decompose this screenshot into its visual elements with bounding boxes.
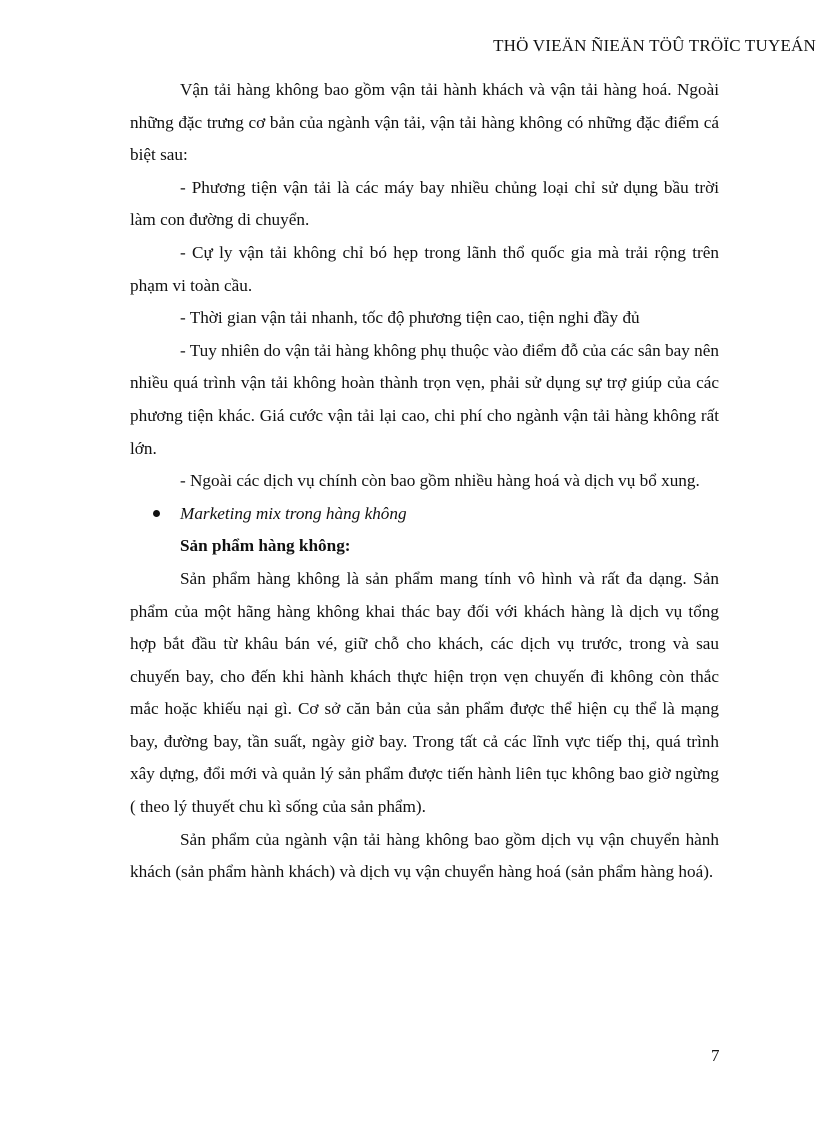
section-subheading: Sản phẩm hàng không: xyxy=(180,536,351,556)
point-paragraph: - Cự ly vận tải không chỉ bó hẹp trong lãnh thổ quốc gia mà trải rộng trên phạm vi toàn cầu. xyxy=(130,242,719,295)
bullet-item xyxy=(130,498,719,531)
intro-paragraph: Vận tải hàng không bao gồm vận tải hành khách và vận tải hàng hoá. Ngoài những đặc trưng cơ bản của ngành vận tải, vận tải hàng không có những đặc điểm cá biệt sau: xyxy=(130,80,719,165)
page-header: THÖ VIEÄN ÑIEÄN TÖÛ TRÖÏC TUYEÁN xyxy=(493,36,816,55)
bullet-icon xyxy=(153,510,160,517)
point-paragraph: - Phương tiện vận tải là các máy bay nhiều chủng loại chỉ sử dụng bầu trời làm con đường di chuyển. xyxy=(130,177,719,230)
point-paragraph: - Thời gian vận tải nhanh, tốc độ phương tiện cao, tiện nghi đầy đủ xyxy=(180,308,640,328)
body-paragraph: Sản phẩm hàng không là sản phẩm mang tính vô hình và rất đa dạng. Sản phẩm của một hãng hàng không khai thác bay đối với khách hàng là dịch vụ tổng hợp bắt đầu từ khâu bán vé, giữ chỗ cho khách, các dịch vụ trước, trong và sau chuyến bay, cho đến khi hành khách thực hiện trọn vẹn chuyến đi không còn thắc mắc hoặc khiếu nại gì. Cơ sở căn bản của sản phẩm được thể hiện cụ thể là mạng bay, đường bay, tần suất, ngày giờ bay. Trong tất cả các lĩnh vực tiếp thị, quá trình xây dựng, đổi mới và quản lý sản phẩm được tiến hành liên tục không bao giờ ngừng ( theo lý thuyết chu kì sống của sản phẩm). xyxy=(130,568,719,817)
page-body xyxy=(130,74,719,889)
page-number: 7 xyxy=(711,1046,720,1065)
body-paragraph: Sản phẩm của ngành vận tải hàng không bao gồm dịch vụ vận chuyển hành khách (sản phẩm hành khách) và dịch vụ vận chuyển hàng hoá (sản phẩm hàng hoá). xyxy=(130,829,719,882)
point-paragraph: - Tuy nhiên do vận tải hàng không phụ thuộc vào điểm đỗ của các sân bay nên nhiều quá trình vận tải không hoàn thành trọn vẹn, phải sử dụng sự trợ giúp của các phương tiện khác. Giá cước vận tải lại cao, chi phí cho ngành vận tải hàng không rất lớn. xyxy=(130,340,719,458)
bullet-heading: Marketing mix trong hàng không xyxy=(180,503,407,523)
point-paragraph: - Ngoài các dịch vụ chính còn bao gồm nhiều hàng hoá và dịch vụ bổ xung. xyxy=(180,471,700,491)
